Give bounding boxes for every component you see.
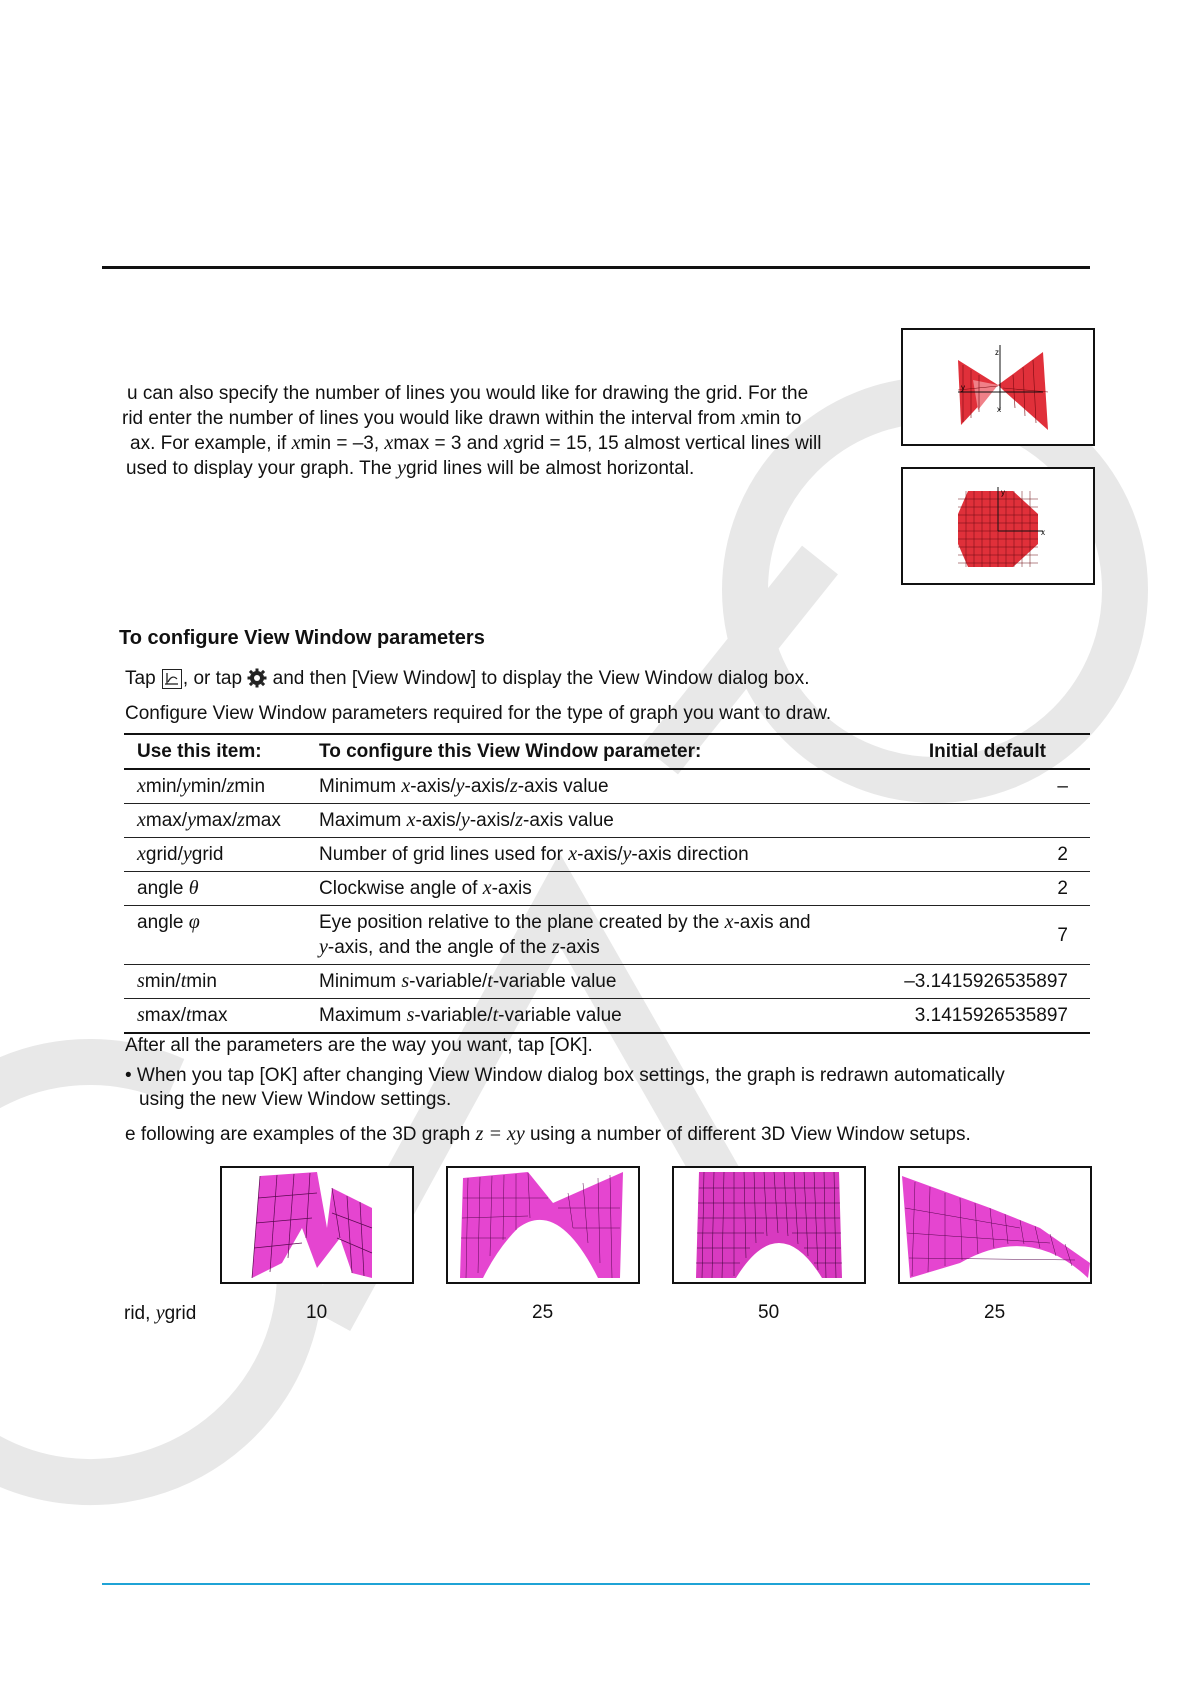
table-row	[124, 999, 1090, 1034]
section-heading: To configure View Window parameters	[119, 627, 485, 649]
grid-value-3: 50	[758, 1302, 780, 1323]
example-graph-grid-50	[672, 1166, 866, 1284]
examples-intro: e following are examples of the 3D graph z = xy using a number of different 3D View Window setups.	[125, 1123, 971, 1145]
default-cell: 3.1415926535897	[833, 999, 1090, 1034]
description-cell: Maximum s-variable/t-variable value	[306, 999, 833, 1034]
header-use-item: Use this item:	[124, 734, 306, 769]
svg-text:y: y	[961, 383, 965, 392]
step-1: Tap , or tap and then [View Window] to display the View Window dialog box.	[125, 668, 810, 689]
table-row	[124, 965, 1090, 999]
description-cell: Clockwise angle of x-axis	[306, 872, 833, 906]
grid-value-1: 10	[306, 1302, 328, 1323]
example-graph-grid-25	[446, 1166, 640, 1284]
bottom-rule	[102, 1583, 1090, 1585]
item-cell: smax/tmax	[124, 999, 306, 1034]
default-cell	[833, 804, 1090, 838]
item-cell: angle φ	[124, 906, 306, 965]
red-surface-perspective-image	[903, 330, 1093, 444]
view-window-button-icon[interactable]	[162, 669, 182, 689]
item-cell: xgrid/ygrid	[124, 838, 306, 872]
svg-text:z: z	[995, 348, 999, 357]
intro-line-2: rid enter the number of lines you would like drawn within the interval from xmin to	[122, 407, 802, 429]
description-cell: Eye position relative to the plane created by the x-axis and y-axis, and the angle of the z-axis	[306, 906, 833, 965]
example-graph-grid-25-rotated	[898, 1166, 1092, 1284]
item-cell: smin/tmin	[124, 965, 306, 999]
default-cell: 2	[833, 872, 1090, 906]
graph-thumbnail-perspective	[901, 328, 1095, 446]
intro-line-1: u can also specify the number of lines you would like for drawing the grid. For the	[127, 383, 809, 404]
note-line-2: using the new View Window settings.	[139, 1089, 452, 1110]
table-row	[124, 769, 1090, 804]
red-surface-top-view-image	[903, 469, 1093, 583]
table-header-row	[124, 734, 1090, 769]
table-row	[124, 872, 1090, 906]
step-3: After all the parameters are the way you want, tap [OK].	[125, 1035, 593, 1056]
item-cell: xmin/ymin/zmin	[124, 769, 306, 804]
svg-text:x: x	[1041, 528, 1045, 537]
table-row	[124, 804, 1090, 838]
header-parameter: To configure this View Window parameter:	[306, 734, 833, 769]
settings-gear-icon[interactable]	[247, 668, 267, 688]
description-cell: Minimum x-axis/y-axis/z-axis value	[306, 769, 833, 804]
note-line-1: • When you tap [OK] after changing View Window dialog box settings, the graph is redrawn automatically	[125, 1065, 1005, 1086]
header-initial-default: Initial default	[833, 734, 1090, 769]
description-cell: Minimum s-variable/t-variable value	[306, 965, 833, 999]
default-cell: 7	[833, 906, 1090, 965]
description-cell: Maximum x-axis/y-axis/z-axis value	[306, 804, 833, 838]
default-cell: –3.1415926535897	[833, 965, 1090, 999]
graph-thumbnail-top-view	[901, 467, 1095, 585]
intro-line-4: used to display your graph. The ygrid lines will be almost horizontal.	[126, 457, 695, 479]
intro-line-3: ax. For example, if xmin = –3, xmax = 3 and xgrid = 15, 15 almost vertical lines will	[130, 432, 822, 454]
svg-text:x: x	[997, 405, 1001, 414]
grid-value-2: 25	[532, 1302, 554, 1323]
view-window-parameter-table	[124, 733, 1090, 1034]
grid-value-4: 25	[984, 1302, 1006, 1323]
svg-text:y: y	[1001, 488, 1005, 497]
table-row	[124, 838, 1090, 872]
top-rule	[102, 266, 1090, 269]
example-graph-grid-10	[220, 1166, 414, 1284]
default-cell: 2	[833, 838, 1090, 872]
step-2: Configure View Window parameters required for the type of graph you want to draw.	[125, 703, 832, 724]
item-cell: xmax/ymax/zmax	[124, 804, 306, 838]
item-cell: angle θ	[124, 872, 306, 906]
table-row	[124, 906, 1090, 965]
description-cell: Number of grid lines used for x-axis/y-axis direction	[306, 838, 833, 872]
grid-row-label: rid, ygrid	[124, 1302, 197, 1324]
default-cell: –	[833, 769, 1090, 804]
